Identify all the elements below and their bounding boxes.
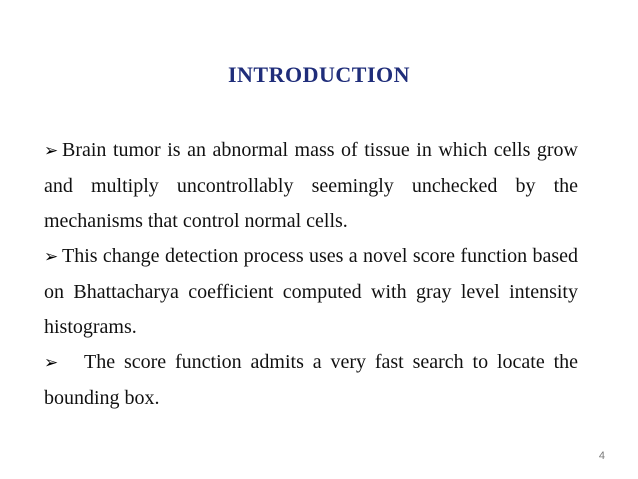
arrow-bullet-icon: ➢ [44,247,59,267]
arrow-bullet-icon: ➢ [44,141,59,161]
bullet-text-2: This change detection process uses a novel score function based on Bhattacharya coefficient computed with gray level intensity histograms. [44,245,578,338]
bullet-text-1: Brain tumor is an abnormal mass of tissue in which cells grow and multiply uncontrollably seemingly unchecked by the mechanisms that control normal cells. [44,139,578,232]
slide-title: INTRODUCTION [227,62,411,87]
bullet-item-2 [44,239,578,345]
bullet-text-3: The score function admits a very fast search to locate the bounding box. [44,351,578,409]
bullet-item-1 [44,133,578,239]
arrow-bullet-icon: ➢ [44,353,59,373]
bullet-item-3 [44,345,578,416]
page-number: 4 [598,450,605,462]
slide-body [44,133,578,416]
